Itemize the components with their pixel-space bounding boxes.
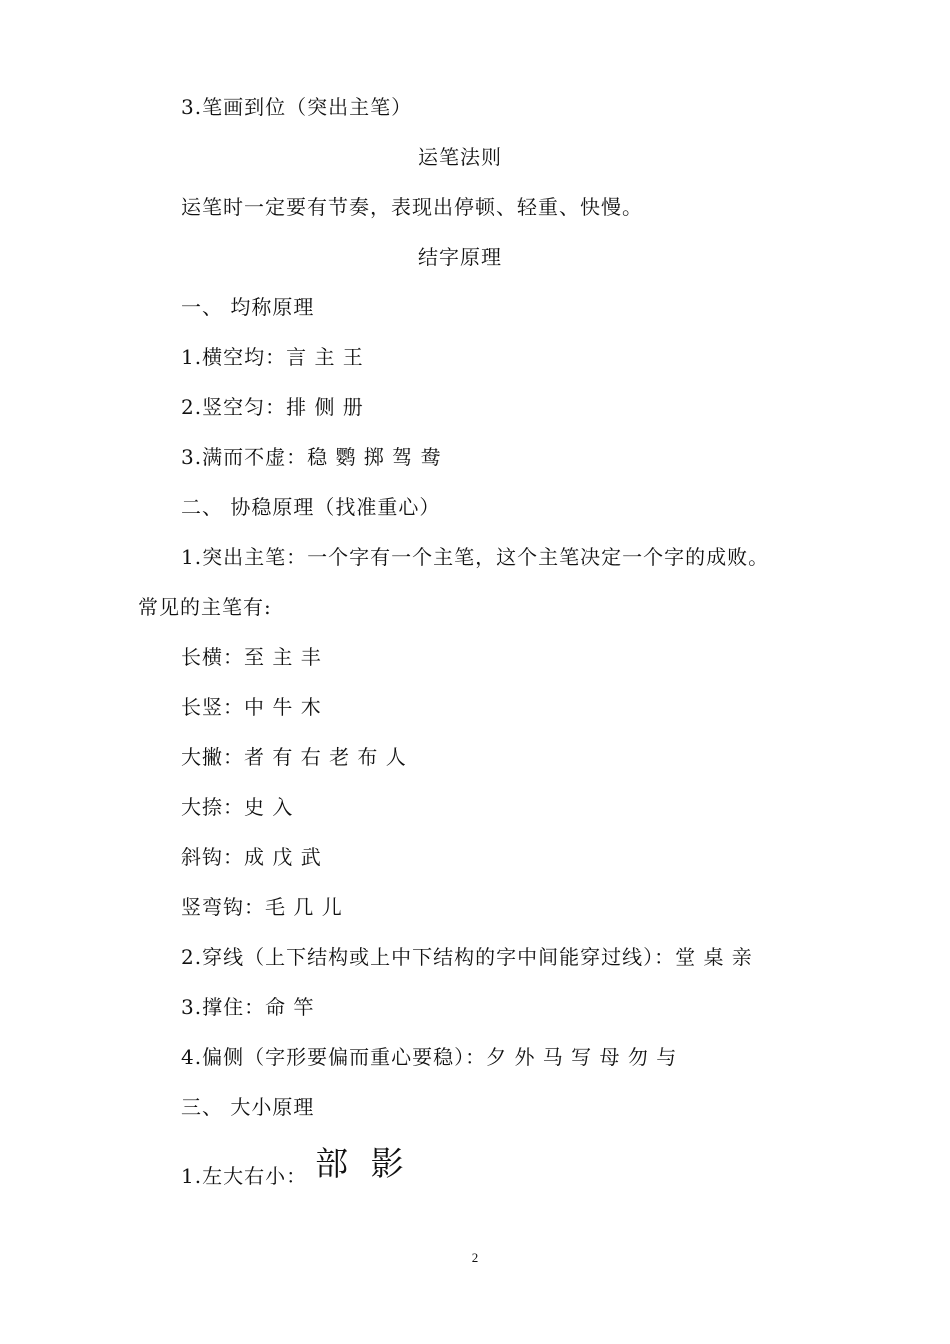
item-label: 1.左大右小： — [181, 1164, 308, 1188]
item-slant-hook: 斜钩：成 戊 武 — [181, 845, 322, 869]
example-characters: 部 影 — [315, 1144, 410, 1183]
item-big-right-falling: 大捺：史 入 — [181, 795, 294, 819]
section-balance: 二、 协稳原理（找准重心） — [181, 495, 441, 519]
section-size: 三、 大小原理 — [181, 1095, 315, 1119]
paragraph-common-main-strokes: 常见的主笔有: — [138, 595, 272, 619]
item-threading-line: 2.穿线（上下结构或上中下结构的字中间能穿过线）：堂 桌 亲 — [181, 945, 753, 969]
item-support: 3.撑住：命 竿 — [181, 995, 315, 1019]
item-long-horizontal: 长横：至 主 丰 — [181, 645, 322, 669]
item-full-not-empty: 3.满而不虚：稳 鹦 掷 驾 鸯 — [181, 445, 442, 469]
item-lean: 4.偏侧（字形要偏而重心要稳）：夕 外 马 写 母 勿 与 — [181, 1045, 678, 1069]
item-left-big-right-small — [181, 1144, 410, 1190]
item-big-left-falling: 大撇：者 有 右 老 布 人 — [181, 745, 407, 769]
section-symmetry: 一、 均称原理 — [181, 295, 315, 319]
item-vertical-bend-hook: 竖弯钩：毛 几 儿 — [181, 895, 343, 919]
heading-brush-rules: 运笔法则 — [418, 145, 502, 169]
paragraph-rhythm: 运笔时一定要有节奏，表现出停顿、轻重、快慢。 — [181, 195, 643, 219]
section-stroke-placement: 3.笔画到位（突出主笔） — [181, 95, 413, 119]
page-number: 2 — [471, 1250, 479, 1265]
heading-character-structure: 结字原理 — [418, 245, 502, 269]
item-horizontal-spacing: 1.横空均：言 主 王 — [181, 345, 364, 369]
item-long-vertical: 长竖：中 牛 木 — [181, 695, 322, 719]
item-vertical-spacing: 2.竖空匀：排 侧 册 — [181, 395, 364, 419]
item-main-stroke: 1.突出主笔：一个字有一个主笔，这个主笔决定一个字的成败。 — [181, 545, 770, 569]
